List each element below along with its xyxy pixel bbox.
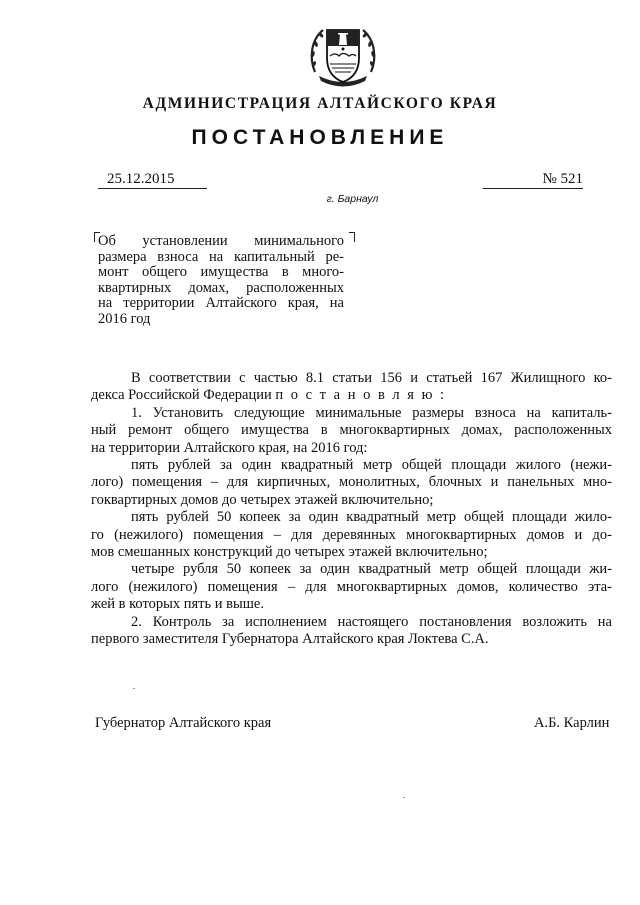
document-body bbox=[91, 370, 612, 649]
preamble-line: В соответствии с частью 8.1 статьи 156 и статьей 167 Жилищного ко- bbox=[131, 370, 612, 386]
subject-line: 2016 год bbox=[98, 310, 151, 327]
subject-corner-right bbox=[349, 232, 355, 242]
item1-line: 1. Установить следующие минимальные размеры взноса на капиталь- bbox=[131, 404, 612, 421]
rate3-line: жей в которых пять и выше. bbox=[91, 596, 264, 613]
rate1-line: гоквартирных домов до четырех этажей включительно; bbox=[91, 491, 434, 508]
rate3-line: лого (нежилого) помещения – для многоквартирных домов, количество эта- bbox=[91, 578, 612, 595]
rate2-line: го (нежилого) помещения – для деревянных многоквартирных домов и до- bbox=[91, 526, 612, 543]
document-number: № 521 bbox=[483, 171, 583, 189]
subject-line: Об установлении минимального bbox=[98, 233, 344, 249]
document-date: 25.12.2015 bbox=[98, 171, 207, 189]
rate2-line: пять рублей 50 копеек за один квадратный метр общей площади жило- bbox=[131, 509, 612, 526]
item1-line: ный ремонт общего имущества в многоквартирных домах, расположенных bbox=[91, 422, 612, 439]
subject-line: квартирных домах, расположенных bbox=[98, 279, 344, 296]
subject-line: монт общего имущества в много- bbox=[98, 264, 344, 281]
document-city: г. Барнаул bbox=[326, 193, 379, 205]
signatory-name: А.Б. Карлин bbox=[534, 715, 610, 731]
preamble-text: декса Российской Федерации bbox=[91, 387, 272, 404]
rate1-line: пять рублей за один квадратный метр общей площади жилого (нежи- bbox=[131, 457, 612, 474]
subject-line: на территории Алтайского края, на bbox=[98, 295, 344, 312]
organization-name: АДМИНИСТРАЦИЯ АЛТАЙСКОГО КРАЯ bbox=[142, 95, 498, 112]
coat-of-arms-icon bbox=[305, 18, 381, 94]
scan-speck bbox=[133, 688, 135, 689]
rate3-line: четыре рубля 50 копеек за один квадратный метр общей площади жи- bbox=[131, 561, 612, 578]
preamble-line bbox=[91, 387, 612, 404]
scan-speck bbox=[403, 797, 405, 798]
rate1-line: лого) помещения – для кирпичных, монолитных, блочных и панельных мно- bbox=[91, 474, 612, 491]
document-subject bbox=[98, 234, 344, 328]
document-type: ПОСТАНОВЛЕНИЕ bbox=[191, 126, 449, 149]
item1-line: на территории Алтайского края, на 2016 год: bbox=[91, 439, 368, 456]
signatory-title: Губернатор Алтайского края bbox=[95, 715, 272, 731]
subject-line: размера взноса на капитальный ре- bbox=[98, 248, 344, 265]
rate2-line: мов смешанных конструкций до четырех этажей включительно; bbox=[91, 544, 488, 561]
item2-line: 2. Контроль за исполнением настоящего постановления возложить на bbox=[131, 613, 612, 630]
preamble-action: п о с т а н о в л я ю : bbox=[275, 387, 447, 404]
item2-line: первого заместителя Губернатора Алтайского края Локтева С.А. bbox=[91, 631, 489, 648]
